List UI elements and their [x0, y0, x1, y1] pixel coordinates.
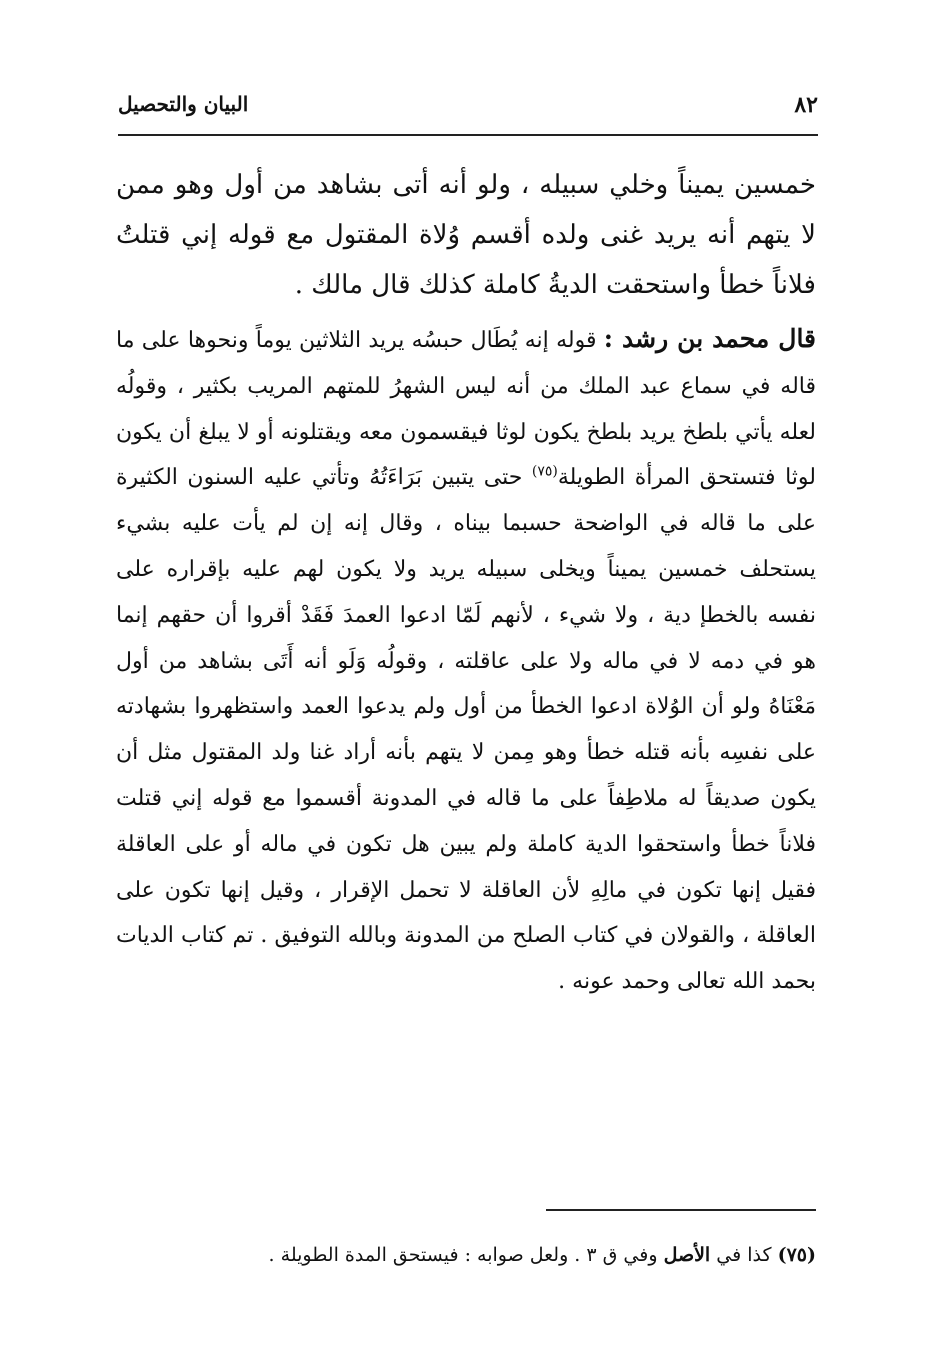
footnote-number: (٧٥): [777, 1244, 816, 1266]
footnote-text-suffix: وفي ق ٣ . ولعل صوابه : فيستحق المدة الطويلة .: [268, 1244, 658, 1266]
paragraph-continuation: [116, 160, 816, 310]
footnote-divider: [546, 1209, 816, 1211]
paragraph-text-after-note: حتى يتبين بَرَاءَتُهُ وتأتي عليه السنون الكثيرة على ما قاله في الواضحة حسبما بيناه ، وقال إنه إن لم يأت عليه بشيء يستحلف خمسين يميناً ويخلى سبيله يريد ولا يكون لهم عليه بإقراره على نفسه بالخطإ دية ، ولا شيء ، لأنهم لَمّا ادعوا العمدَ فَقَدْ أقروا أن حقهم إنما هو في دمه لا في ماله ولا على عاقلته ، وقولُه وَلَو أنه أَتَى بشاهد من أول مَعْنَاهُ ولو أن الوُلاة ادعوا الخطأ من أول ولم يدعوا العمد واستظهروا بشهادته على نفسِه بأنه قتله خطأ وهو مِمن لا يتهم بأنه أراد غنا ولد المقتول مثل أن يكون صديقاً له ملاطِفاً على ما قاله في المدونة أقسموا مع قوله إني قتلت فلاناً خطأ واستحقوا الدية كاملة ولم يبين هل تكون في ماله أو على العاقلة فقيل إنها تكون في مالِهِ لأن العاقلة لا تحمل الإقرار ، وقيل إنها تكون على العاقلة ، والقولان في كتاب الصلح من المدونة وبالله التوفيق . تم كتاب الديات بحمد الله تعالى وحمد عونه .: [116, 465, 816, 995]
paragraph-text: خمسين يميناً وخلي سبيله ، ولو أنه أتى بشاهد من أول وهو ممن لا يتهم أنه يريد غنى ولده أقسم وُلاة المقتول مع قوله إني قتلتُ فلاناً خطأ واستحقت الديةُ كاملة كذلك قال مالك .: [116, 170, 816, 300]
header-divider: [118, 134, 818, 136]
speaker-label: قال محمد بن رشد :: [603, 324, 817, 353]
page-number: ٨٢: [794, 92, 818, 118]
footnote: [116, 1240, 816, 1270]
paragraph-commentary: [116, 316, 816, 1005]
footnote-reference[interactable]: (٧٥): [531, 464, 558, 481]
book-title: البيان والتحصيل: [118, 92, 249, 116]
footnote-bold-word: الأصل: [663, 1244, 711, 1266]
running-header: [118, 92, 818, 128]
footnote-text-prefix: كذا في: [716, 1244, 772, 1266]
paragraph-text-before-note: قوله إنه يُطَال حبسُه يريد الثلاثين يوماً ونحوها على ما قاله في سماع عبد الملك من أنه ليس الشهرُ للمتهم المريب بكثير ، وقولُه لعله يأتي بلطخ يريد بلطخ يكون لوثا فيقسمون معه ويقتلونه أو لا يبلغ أن يكون لوثا فتستحق المرأة الطويلة: [116, 328, 816, 491]
